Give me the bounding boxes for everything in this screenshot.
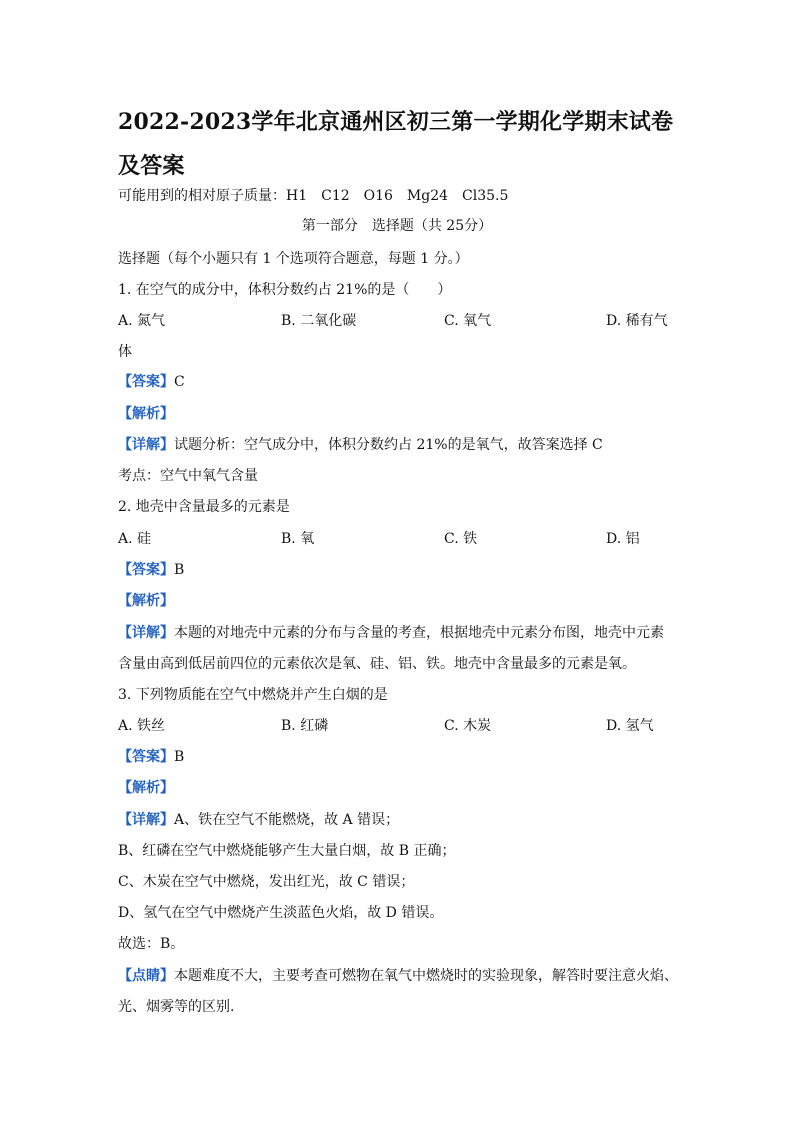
question-1-option-d: D. 稀有气 <box>606 313 668 329</box>
question-3-option-a: A. 铁丝 <box>118 718 166 734</box>
detail-text: 本题的对地壳中元素的分布与含量的考查，根据地壳中元素分布图，地壳中元素 <box>174 625 664 641</box>
question-3-analysis <box>118 778 174 798</box>
question-1-detail <box>118 435 603 455</box>
tip-tag: 【点睛】 <box>118 968 174 984</box>
question-2-option-d: D. 铝 <box>606 531 640 547</box>
question-1-option-b: B. 二氧化碳 <box>281 313 357 329</box>
answer-value: B <box>174 562 185 578</box>
question-1-option-d-wrap: 体 <box>118 344 132 360</box>
question-2-analysis <box>118 591 174 611</box>
answer-tag: 【答案】 <box>118 749 174 765</box>
question-2-detail-line-2: 含量由高到低居前四位的元素依次是氧、硅、铝、铁。地壳中含量最多的元素是氧。 <box>118 656 636 672</box>
answer-value: B <box>174 749 185 765</box>
question-3-choice: 故选：B。 <box>118 936 185 952</box>
question-2-option-c: C. 铁 <box>444 531 478 547</box>
answer-tag: 【答案】 <box>118 562 174 578</box>
question-3-detail-d: D、氢气在空气中燃烧产生淡蓝色火焰，故 D 错误。 <box>118 905 444 921</box>
part-heading: 第一部分 选择题（共 25分） <box>301 218 493 234</box>
analysis-tag: 【解析】 <box>118 406 174 422</box>
detail-text: 试题分析：空气成分中，体积分数约占 21%的是氧气，故答案选择 C <box>174 437 603 453</box>
question-3-option-c: C. 木炭 <box>444 718 492 734</box>
question-3-detail-a <box>118 810 399 830</box>
detail-tag: 【详解】 <box>118 625 174 641</box>
question-2-option-b: B. 氧 <box>281 531 315 547</box>
tip-text: 本题难度不大，主要考查可燃物在氧气中燃烧时的实验现象，解答时要注意火焰、 <box>174 968 678 984</box>
question-3-stem: 3. 下列物质能在空气中燃烧并产生白烟的是 <box>118 687 388 703</box>
answer-value: C <box>174 374 185 390</box>
detail-tag: 【详解】 <box>118 812 174 828</box>
question-3-tip-line-1 <box>118 966 678 986</box>
answer-tag: 【答案】 <box>118 374 174 390</box>
analysis-tag: 【解析】 <box>118 593 174 609</box>
question-1-option-a: A. 氮气 <box>118 313 166 329</box>
question-3-option-d: D. 氢气 <box>606 718 654 734</box>
atomic-mass-line: 可能用到的相对原子质量：H1 C12 O16 Mg24 Cl35.5 <box>118 188 509 204</box>
instructions: 选择题（每个小题只有 1 个选项符合题意，每题 1 分。） <box>118 251 469 267</box>
question-1-stem: 1. 在空气的成分中，体积分数约占 21%的是（ ） <box>118 282 452 298</box>
question-2-stem: 2. 地壳中含量最多的元素是 <box>118 499 290 515</box>
question-1-analysis <box>118 404 174 424</box>
question-2-option-a: A. 硅 <box>118 531 152 547</box>
detail-tag: 【详解】 <box>118 437 174 453</box>
document-title: 2022-2023学年北京通州区初三第一学期化学期末试卷及答案 <box>118 109 674 179</box>
question-3-detail-c: C、木炭在空气中燃烧，发出红光，故 C 错误； <box>118 874 415 890</box>
question-3-option-b: B. 红磷 <box>281 718 329 734</box>
question-1-answer <box>118 372 185 392</box>
detail-text: A、铁在空气不能燃烧，故 A 错误； <box>174 812 400 828</box>
question-3-tip-line-2: 光、烟雾等的区别. <box>118 999 235 1015</box>
question-2-detail-line-1 <box>118 623 664 643</box>
analysis-tag: 【解析】 <box>118 780 174 796</box>
question-1-note: 考点：空气中氧气含量 <box>118 468 258 484</box>
question-3-detail-b: B、红磷在空气中燃烧能够产生大量白烟，故 B 正确； <box>118 843 456 859</box>
question-1-option-c: C. 氧气 <box>444 313 492 329</box>
question-3-answer <box>118 747 184 767</box>
question-2-answer <box>118 560 184 580</box>
